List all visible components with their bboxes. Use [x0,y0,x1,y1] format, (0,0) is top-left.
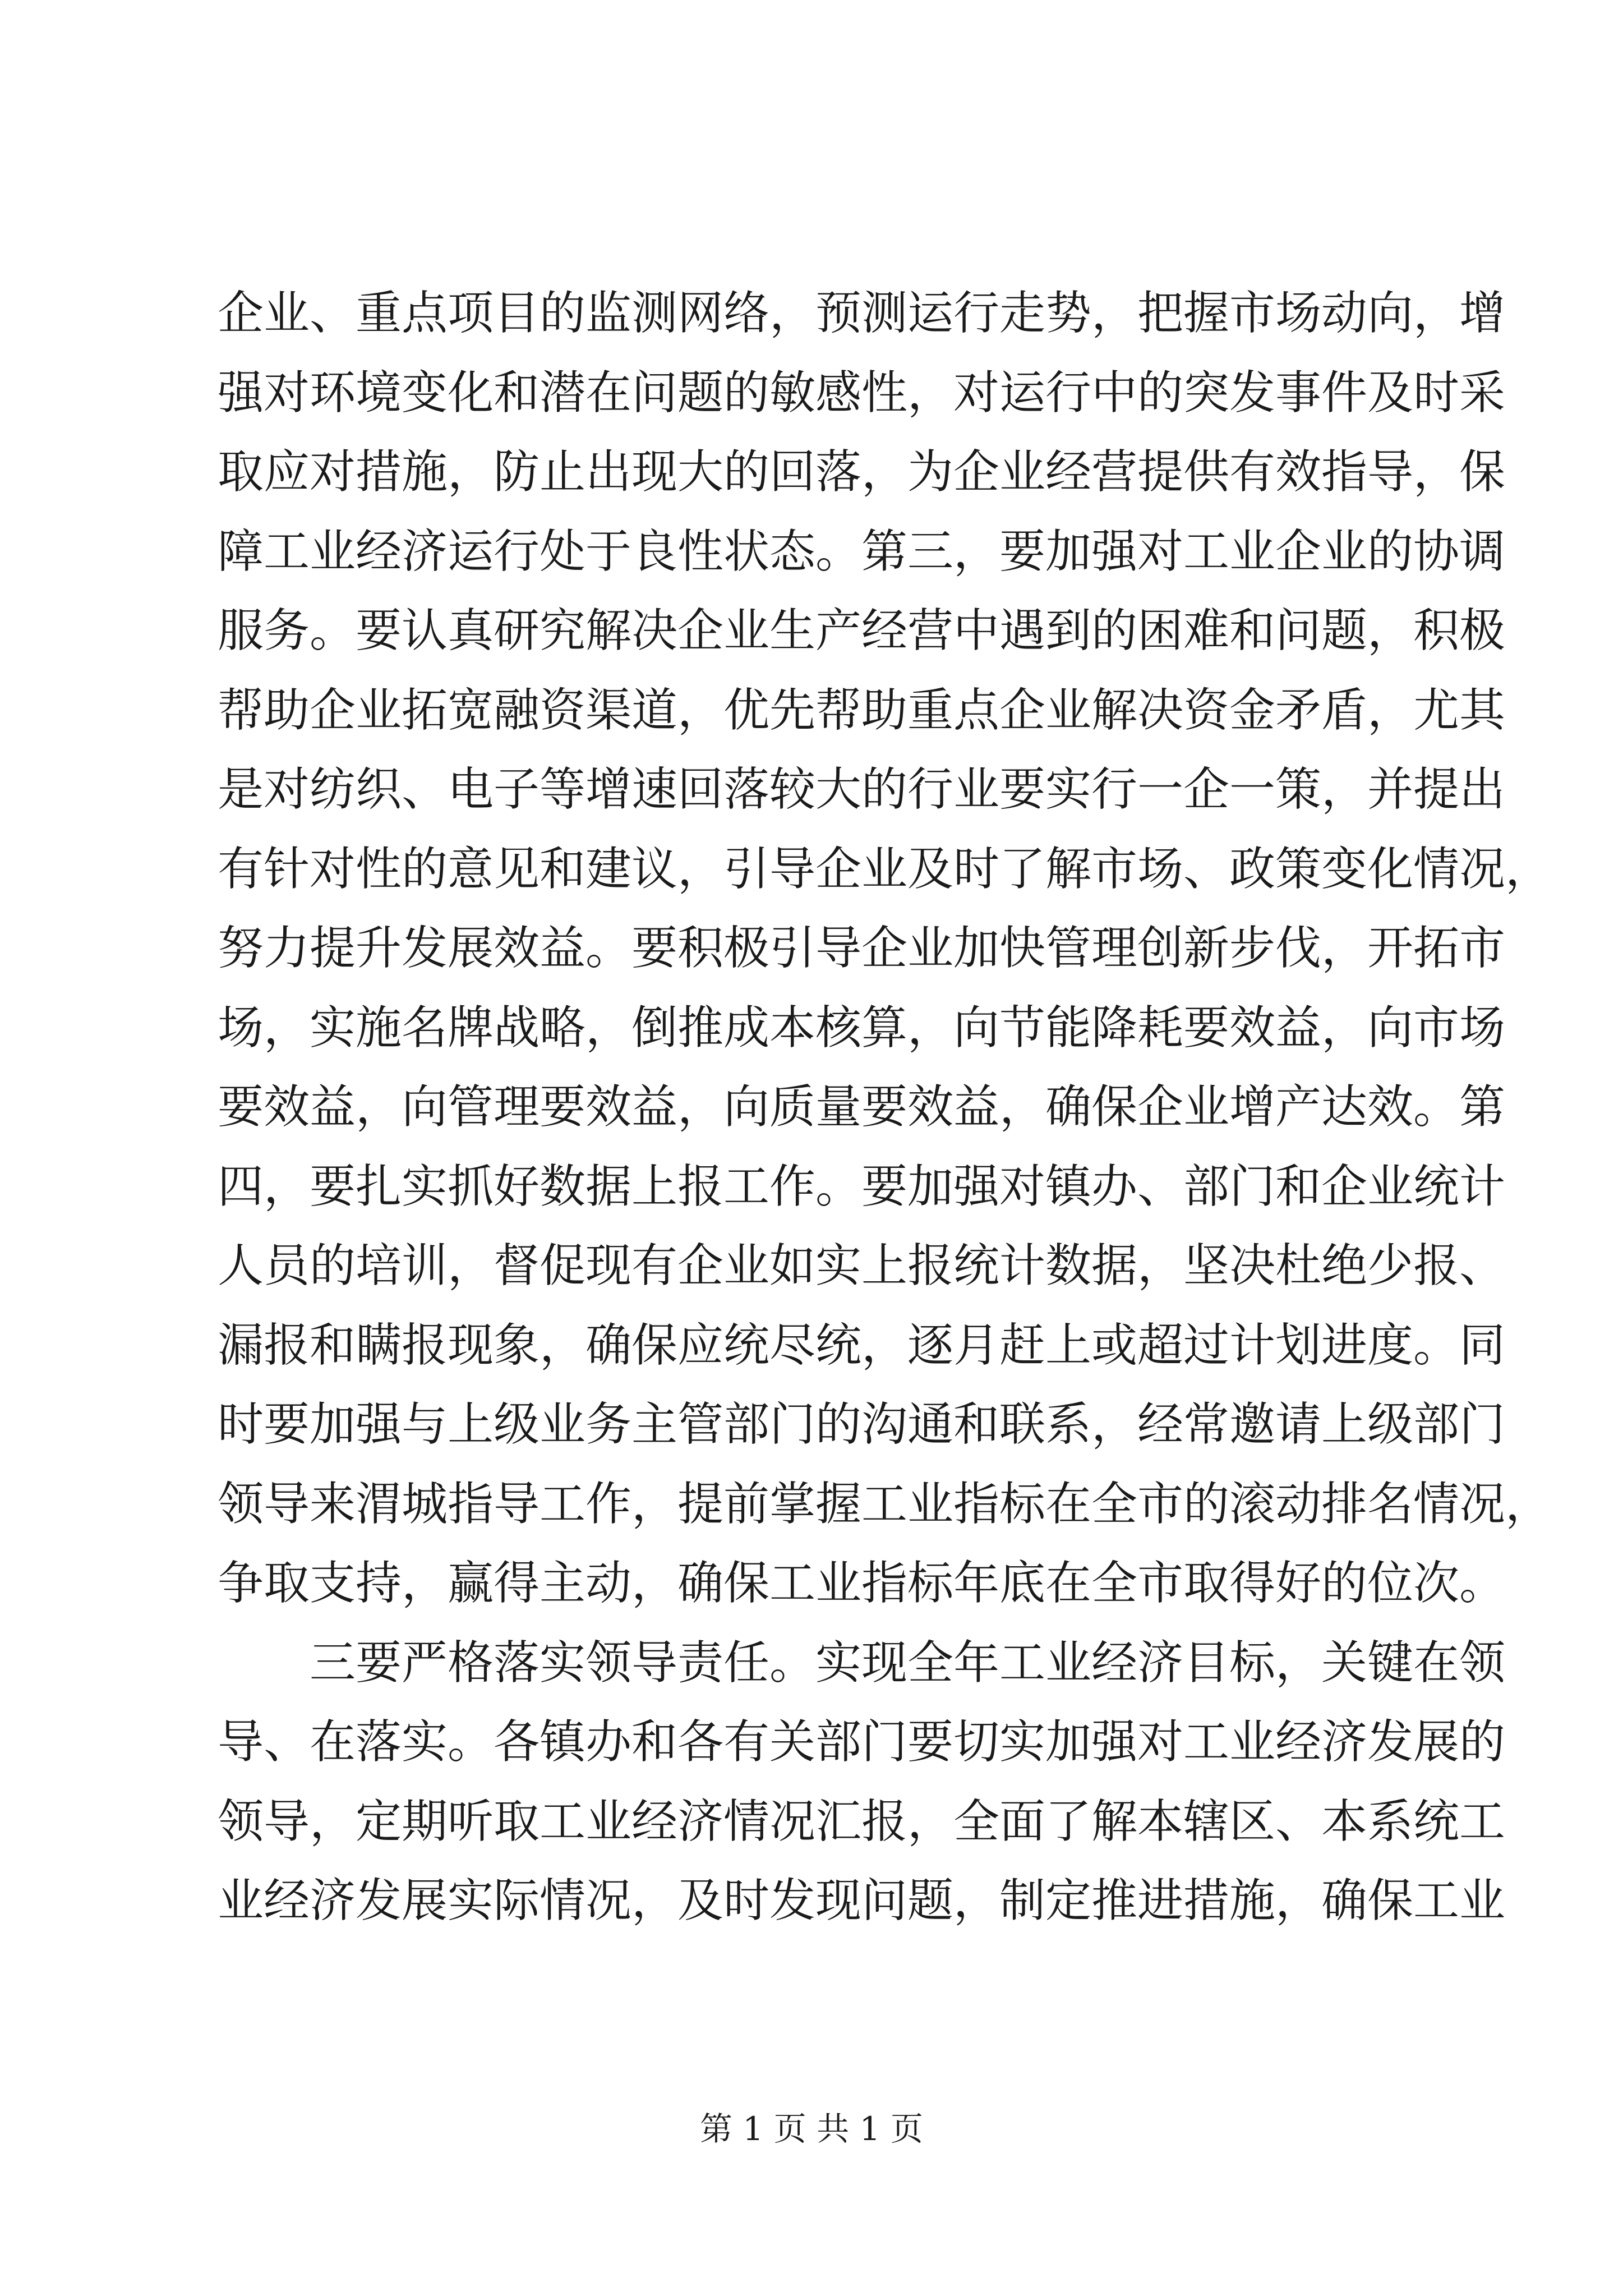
text-line: 强对环境变化和潜在问题的敏感性，对运行中的突发事件及时采 [218,366,1506,420]
text-line: 导、在落实。各镇办和各有关部门要切实加强对工业经济发展的 [218,1715,1506,1769]
text-line: 人员的培训，督促现有企业如实上报统计数据，坚决杜绝少报、 [218,1239,1506,1292]
text-line: 障工业经济运行处于良性状态。第三，要加强对工业企业的协调 [218,524,1506,578]
page-footer: 第 1 页 共 1 页 [700,2110,923,2148]
body-text [218,274,1552,1941]
text-line: 场，实施名牌战略，倒推成本核算，向节能降耗要效益，向市场 [218,1001,1506,1055]
text-line: 争取支持，赢得主动，确保工业指标年底在全市取得好的位次。 [218,1557,1506,1610]
text-line: 漏报和瞒报现象，确保应统尽统，逐月赶上或超过计划进度。同 [218,1318,1506,1372]
text-line: 服务。要认真研究解决企业生产经营中遇到的困难和问题，积极 [218,604,1506,657]
text-line: 领导，定期听取工业经济情况汇报，全面了解本辖区、本系统工 [218,1795,1506,1848]
text-line: 帮助企业拓宽融资渠道，优先帮助重点企业解决资金矛盾，尤其 [218,683,1506,737]
text-line: 四，要扎实抓好数据上报工作。要加强对镇办、部门和企业统计 [218,1159,1506,1213]
text-line: 三要严格落实领导责任。实现全年工业经济目标，关键在领 [310,1636,1506,1690]
text-line: 努力提升发展效益。要积极引导企业加快管理创新步伐，开拓市 [218,922,1506,975]
text-line: 要效益，向管理要效益，向质量要效益，确保企业增产达效。第 [218,1080,1506,1134]
text-line: 领导来渭城指导工作，提前掌握工业指标在全市的滚动排名情况， [218,1477,1552,1531]
text-line: 是对纺织、电子等增速回落较大的行业要实行一企一策，并提出 [218,763,1506,816]
text-line: 时要加强与上级业务主管部门的沟通和联系，经常邀请上级部门 [218,1398,1506,1451]
text-line: 企业、重点项目的监测网络，预测运行走势，把握市场动向，增 [218,287,1506,340]
text-line: 有针对性的意见和建议，引导企业及时了解市场、政策变化情况， [218,842,1552,896]
text-line: 取应对措施，防止出现大的回落，为企业经营提供有效指导，保 [218,445,1506,499]
text-line: 业经济发展实际情况，及时发现问题，制定推进措施，确保工业 [218,1874,1506,1927]
